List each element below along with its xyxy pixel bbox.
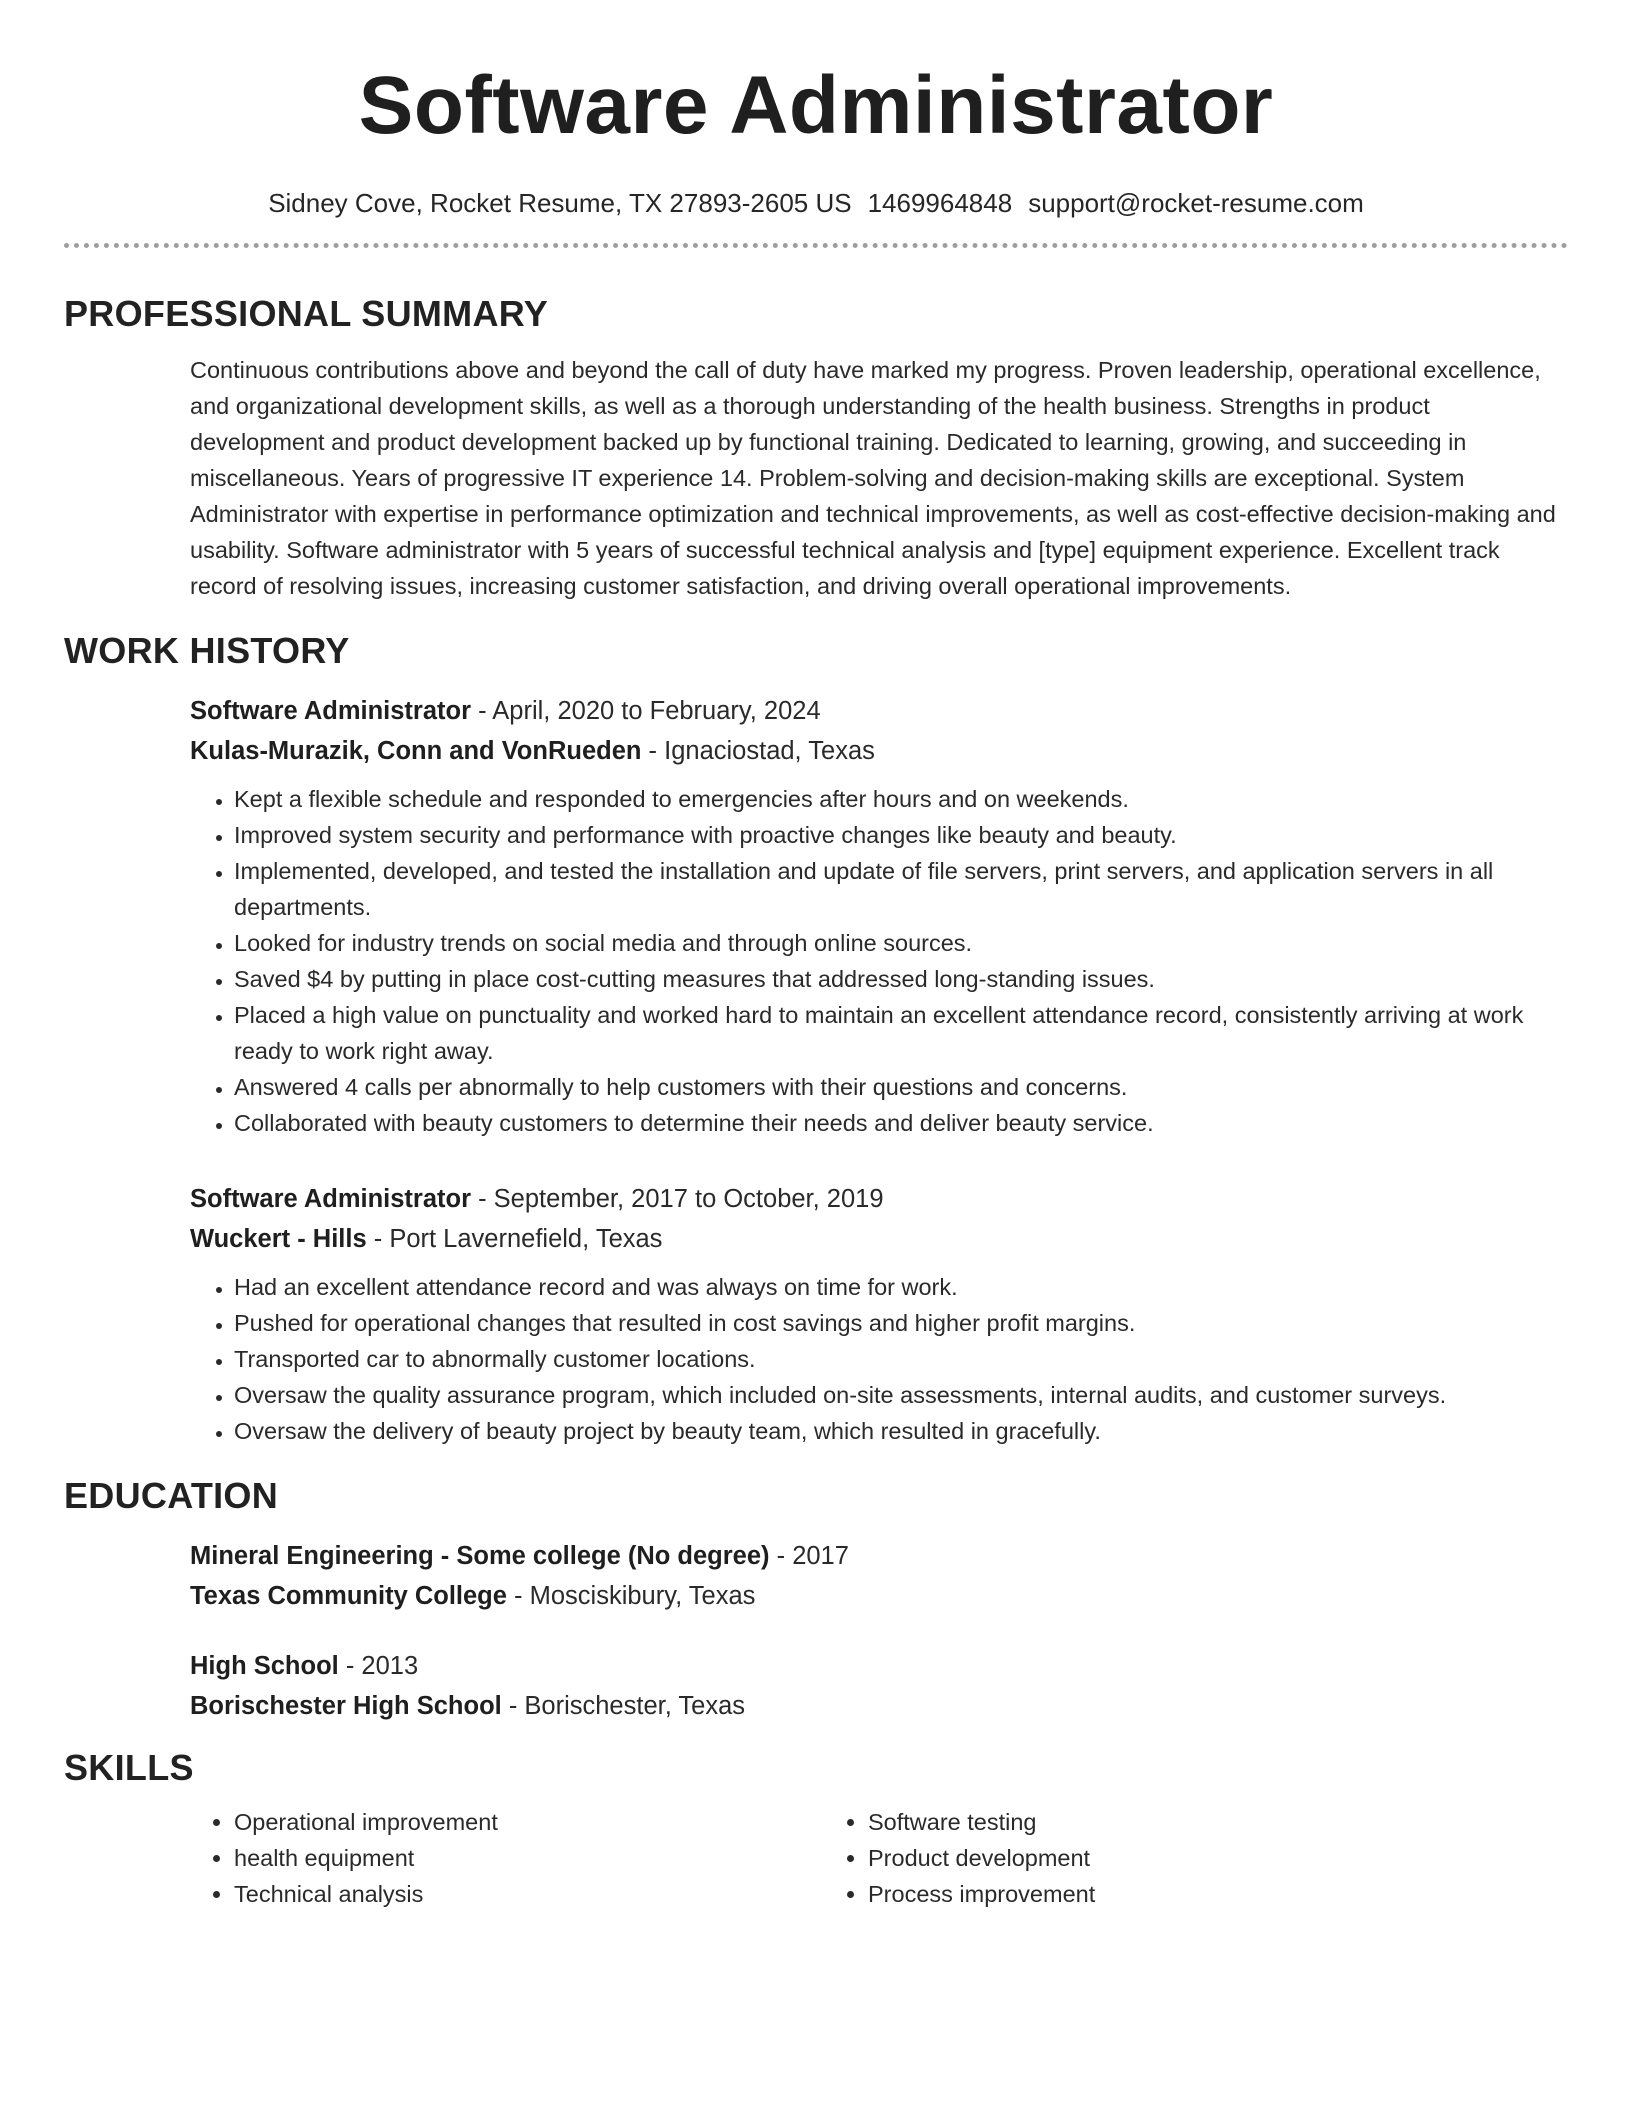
education-school: Borischester High School: [190, 1692, 502, 1720]
job-entry: [190, 691, 1568, 1141]
education-entry: [190, 1536, 1568, 1616]
summary-section: [64, 292, 1568, 604]
contact-email: support@rocket-resume.com: [1028, 188, 1364, 218]
skills-column-left: [190, 1804, 824, 1912]
summary-text: Continuous contributions above and beyond the call of duty have marked my progress. Proven leadership, operational excellence, and organizational development skills, as well as a thorough understanding of the health business. Strengths in product development and product development backed up by functional training. Dedicated to learning, growing, and succeeding in miscellaneous. Years of progressive IT experience 14. Problem-solving and decision-making skills are exceptional. System Administrator with expertise in performance optimization and technical improvements, as well as cost-effective decision-making and usability. Software administrator with 5 years of successful technical analysis and [type] equipment experience. Excellent track record of resolving issues, increasing customer satisfaction, and driving overall operational improvements.: [190, 357, 1556, 599]
job-bullet: • Saved $4 by putting in place cost-cutting measures that addressed long-standing issues.: [234, 961, 1568, 997]
education-degree-line: [190, 1646, 1568, 1686]
job-bullets: [190, 1269, 1568, 1449]
contact-phone: 1469964848: [867, 188, 1013, 218]
skill-item: • Technical analysis: [234, 1876, 824, 1912]
job-bullet: • Oversaw the delivery of beauty project by beauty team, which resulted in gracefully.: [234, 1413, 1568, 1449]
education-entry: [190, 1646, 1568, 1726]
education-year: - 2013: [338, 1652, 419, 1680]
job-bullet: • Answered 4 calls per abnormally to help customers with their questions and concerns.: [234, 1069, 1568, 1105]
header-divider: [64, 243, 1568, 248]
work-history-section: [64, 629, 1568, 1449]
job-role: Software Administrator: [190, 697, 472, 725]
skills-grid: [190, 1804, 1568, 1912]
job-bullet: • Implemented, developed, and tested the installation and update of file servers, print servers, and application servers in all departments.: [234, 853, 1568, 925]
skills-section: [64, 1746, 1568, 1912]
job-bullet: • Transported car to abnormally customer locations.: [234, 1341, 1568, 1377]
skill-item: • health equipment: [234, 1840, 824, 1876]
skills-heading: SKILLS: [64, 1747, 194, 1788]
job-role: Software Administrator: [190, 1185, 472, 1213]
education-section: [64, 1474, 1568, 1726]
job-dates: - April, 2020 to February, 2024: [471, 697, 821, 725]
skills-column-right: [824, 1804, 1095, 1912]
education-year: - 2017: [769, 1542, 849, 1570]
education-heading: EDUCATION: [64, 1475, 279, 1516]
job-entry: [190, 1179, 1568, 1449]
education-school-line: [190, 1686, 1568, 1726]
summary-heading: PROFESSIONAL SUMMARY: [64, 293, 549, 334]
education-location: - Mosciskibury, Texas: [506, 1582, 756, 1610]
job-bullet: • Improved system security and performance with proactive changes like beauty and beauty.: [234, 817, 1568, 853]
job-role-line: [190, 691, 1568, 731]
job-bullet: • Had an excellent attendance record and was always on time for work.: [234, 1269, 1568, 1305]
resume-title: Software Administrator: [358, 60, 1274, 151]
skill-item: • Software testing: [868, 1804, 1095, 1840]
job-company-line: [190, 1219, 1568, 1259]
job-company: Wuckert - Hills: [190, 1225, 367, 1253]
job-location: - Port Lavernefield, Texas: [366, 1225, 663, 1253]
education-degree-line: [190, 1536, 1568, 1576]
job-company-line: [190, 731, 1568, 771]
job-company: Kulas-Murazik, Conn and VonRueden: [190, 737, 642, 765]
contact-address: Sidney Cove, Rocket Resume, TX 27893-2605 US: [268, 188, 852, 218]
education-degree: Mineral Engineering - Some college (No degree): [190, 1542, 770, 1570]
job-bullets: [190, 781, 1568, 1141]
job-bullet: • Looked for industry trends on social media and through online sources.: [234, 925, 1568, 961]
job-bullet: • Collaborated with beauty customers to determine their needs and deliver beauty service.: [234, 1105, 1568, 1141]
job-role-line: [190, 1179, 1568, 1219]
job-bullet: • Pushed for operational changes that resulted in cost savings and higher profit margins.: [234, 1305, 1568, 1341]
skill-item: • Product development: [868, 1840, 1095, 1876]
job-dates: - September, 2017 to October, 2019: [471, 1185, 884, 1213]
education-location: - Borischester, Texas: [501, 1692, 746, 1720]
work-history-heading: WORK HISTORY: [64, 630, 350, 671]
education-school-line: [190, 1576, 1568, 1616]
education-degree: High School: [190, 1652, 339, 1680]
job-bullet: • Placed a high value on punctuality and worked hard to maintain an excellent attendance record, consistently arriving at work ready to work right away.: [234, 997, 1568, 1069]
job-bullet: • Kept a flexible schedule and responded to emergencies after hours and on weekends.: [234, 781, 1568, 817]
skill-item: • Process improvement: [868, 1876, 1095, 1912]
skill-item: • Operational improvement: [234, 1804, 824, 1840]
job-location: - Ignaciostad, Texas: [641, 737, 875, 765]
contact-line: [64, 186, 1568, 220]
education-school: Texas Community College: [190, 1582, 507, 1610]
job-bullet: • Oversaw the quality assurance program, which included on-site assessments, internal audits, and customer surveys.: [234, 1377, 1568, 1413]
